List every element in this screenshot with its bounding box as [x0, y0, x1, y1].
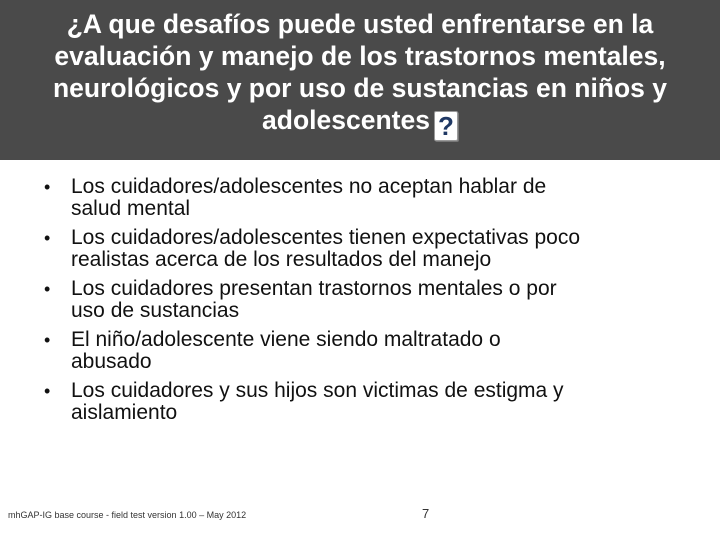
bullet-text-line: Los cuidadores/adolescentes tienen expectativas poco	[71, 226, 581, 249]
list-item	[40, 176, 680, 220]
bullet-icon: •	[44, 279, 51, 299]
bullet-icon: •	[44, 228, 51, 248]
bullet-text-line: salud mental	[71, 197, 191, 220]
bullet-icon: •	[44, 330, 51, 350]
title-line-3: neurológicos y por uso de sustancias en niños y	[52, 73, 668, 103]
bullet-icon: •	[44, 177, 51, 197]
bullet-text-line: uso de sustancias	[71, 299, 240, 322]
bullet-list	[40, 176, 680, 431]
title-line-4	[24, 104, 696, 141]
bullet-text-line: El niño/adolescente viene siendo maltratado o	[71, 328, 501, 351]
title-line-1: ¿A que desafíos puede usted enfrentarse en la	[66, 9, 654, 39]
bullet-text-line: aislamiento	[71, 401, 178, 424]
question-mark-icon: ?	[434, 111, 458, 141]
footer-course-text: mhGAP-IG base course - field test version 1.00 – May 2012	[8, 510, 247, 520]
bullet-text-line: realistas acerca de los resultados del manejo	[71, 248, 492, 271]
list-item	[40, 329, 680, 373]
title-line-4-text: adolescentes	[262, 105, 430, 135]
list-item	[40, 278, 680, 322]
bullet-text-line: Los cuidadores presentan trastornos mentales o por	[71, 277, 557, 300]
slide-title	[0, 0, 720, 160]
list-item	[40, 227, 680, 271]
bullet-text-line: Los cuidadores y sus hijos son victimas de estigma y	[71, 379, 564, 402]
bullet-text-line: Los cuidadores/adolescentes no aceptan hablar de	[71, 175, 547, 198]
title-line-2: evaluación y manejo de los trastornos mentales,	[54, 41, 666, 71]
bullet-text-line: abusado	[71, 350, 152, 373]
page-number: 7	[422, 506, 430, 521]
list-item	[40, 380, 680, 424]
bullet-icon: •	[44, 381, 51, 401]
